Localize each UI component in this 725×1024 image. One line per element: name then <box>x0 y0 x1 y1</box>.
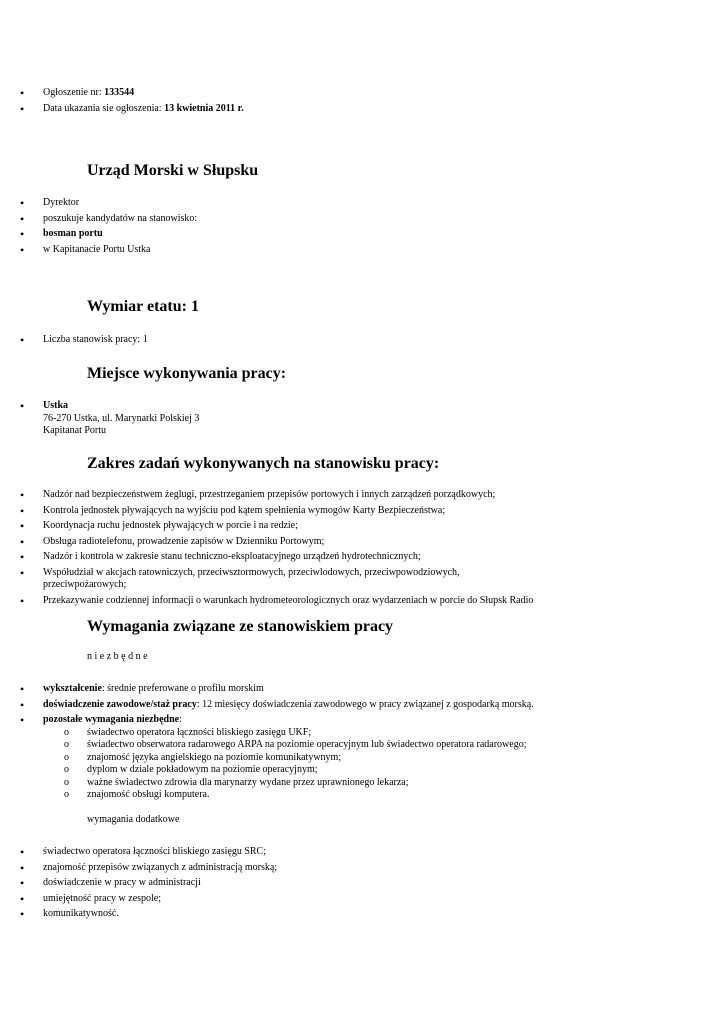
location-title: Miejsce wykonywania pracy: <box>87 365 287 382</box>
requirements-section <box>87 617 685 637</box>
workload-item: • Liczba stanowisk pracy: 1 <box>0 334 685 347</box>
duty-item: • Kontrola jednostek pływających na wyjściu pod kątem spełnienia wymogów Karty Bezpieczeństwa; <box>0 505 645 518</box>
other-requirements-item: • pozostałe wymagania niezbędne: o świadectwo operatora łączności bliskiego zasięgu UKF; o świadectwo obserwatora radarowego ARPA na poziomie operacyjnym lub świadectwo operatora radarowego; o znajomość języka angielskiego na poziomie komunikatywnym; o dyplom w dziale pokładowym na poziomie operacyjnym; o ważne świadectwo zdrowia dla marynarzy wydane przez uprawnionego lekarza; o znajomość obsługi komputera. <box>0 714 705 802</box>
office-item: • bosman portu <box>0 228 685 241</box>
duties-list <box>43 489 645 610</box>
location-section <box>87 364 685 384</box>
duty-item: • Obsługa radiotelefonu, prowadzenie zapisów w Dzienniku Portowym; <box>0 536 645 549</box>
duties-title: Zakres zadań wykonywanych na stanowisku pracy: <box>87 455 440 472</box>
workload-list <box>43 334 685 350</box>
office-title: Urząd Morski w Słupsku <box>87 162 259 179</box>
sub-item: o znajomość obsługi komputera. <box>0 789 705 802</box>
additional-item: • znajomość przepisów związanych z administracją morską; <box>0 862 685 875</box>
additional-item: • umiejętność pracy w zespole; <box>0 893 685 906</box>
office-item: • w Kapitanacie Portu Ustka <box>0 244 685 257</box>
location-city: Ustka <box>43 400 69 411</box>
workload-section <box>87 297 685 317</box>
additional-item: • świadectwo operatora łączności bliskiego zasięgu SRC; <box>0 846 685 859</box>
sub-item: o znajomość języka angielskiego na poziomie komunikatywnym; <box>0 752 705 765</box>
duty-item: • Przekazywanie codziennej informacji o warunkach hydrometeorologicznych oraz wydarzeniach w porcie do Słupsk Radio <box>0 595 645 608</box>
office-item: • poszukuje kandydatów na stanowisko: <box>0 213 685 226</box>
additional-item: • komunikatywność. <box>0 908 685 921</box>
required-label: n i e z b ę d n e <box>87 651 148 662</box>
location-list <box>43 400 685 441</box>
duty-item: • Nadzór nad bezpieczeństwem żeglugi, przestrzeganiem przepisów portowych i innych zarządzeń porządkowych; <box>0 489 645 502</box>
sub-item: o dyplom w dziale pokładowym na poziomie operacyjnym; <box>0 764 705 777</box>
required-list <box>43 683 705 805</box>
education-item: • wykształcenie: średnie preferowane o profilu morskim <box>0 683 705 696</box>
additional-item: • doświadczenie w pracy w administracji <box>0 877 685 890</box>
announcement-date: • Data ukazania sie ogłoszenia: 13 kwietnia 2011 r. <box>0 103 685 116</box>
location-unit: Kapitanat Portu <box>43 425 107 436</box>
office-section <box>87 161 685 181</box>
announcement-number: • Ogłoszenie nr: 133544 <box>0 87 685 100</box>
office-item: • Dyrektor <box>0 197 685 210</box>
sub-item: o ważne świadectwo zdrowia dla marynarzy wydane przez uprawnionego lekarza; <box>0 777 705 790</box>
additional-label: wymagania dodatkowe <box>87 814 180 825</box>
sub-item: o świadectwo obserwatora radarowego ARPA na poziomie operacyjnym lub świadectwo operatora radarowego; <box>0 739 705 752</box>
duty-item: • Nadzór i kontrola w zakresie stanu techniczno-eksploatacyjnego urządzeń hydrotechnicznych; <box>0 551 645 564</box>
announcement-info <box>43 87 685 118</box>
additional-list <box>43 846 685 924</box>
other-requirements-sublist <box>0 727 705 802</box>
experience-item: • doświadczenie zawodowe/staż pracy: 12 miesięcy doświadczenia zawodowego w pracy związanej z gospodarką morską. <box>0 699 705 712</box>
office-list <box>43 197 685 259</box>
sub-item: o świadectwo operatora łączności bliskiego zasięgu UKF; <box>0 727 705 740</box>
location-address: 76-270 Ustka, ul. Marynarki Polskiej 3 <box>43 412 200 424</box>
requirements-title: Wymagania związane ze stanowiskiem pracy <box>87 618 394 635</box>
workload-title: Wymiar etatu: 1 <box>87 298 199 315</box>
duty-item: • Współudział w akcjach ratowniczych, przeciwsztormowych, przeciwlodowych, przeciwpowodziowych, przeciwpożarowych; <box>0 567 645 592</box>
location-item <box>0 400 685 438</box>
duties-section <box>87 454 685 474</box>
duty-item: • Koordynacja ruchu jednostek pływających w porcie i na redzie; <box>0 520 645 533</box>
